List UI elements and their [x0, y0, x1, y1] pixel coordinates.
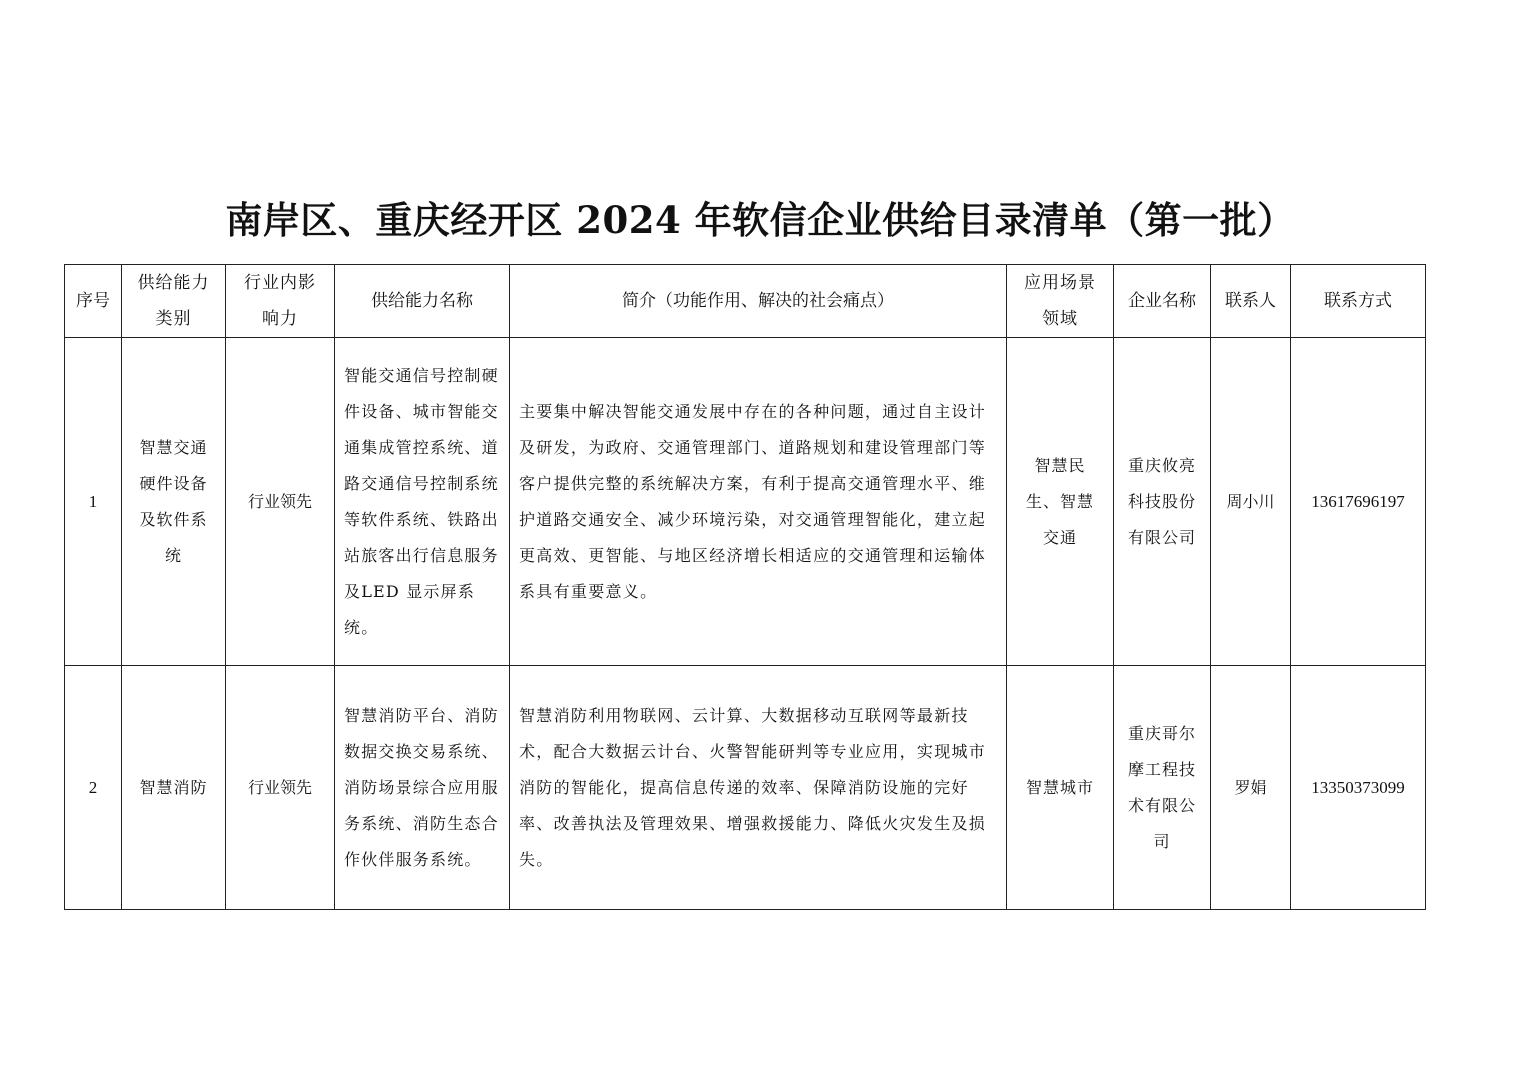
cell-capability: 智能交通信号控制硬件设备、城市智能交通集成管控系统、道路交通信号控制系统等软件系统、铁路出站旅客出行信息服务及LED 显示屏系统。 [335, 338, 510, 666]
header-scenario: 应用场景领域 [1007, 265, 1114, 338]
document-title: 南岸区、重庆经开区 2024 年软信企业供给目录清单（第一批） [225, 198, 1295, 242]
cell-scenario: 智慧城市 [1007, 666, 1114, 910]
cell-category: 智慧消防 [122, 666, 226, 910]
cell-scenario: 智慧民生、智慧交通 [1007, 338, 1114, 666]
cell-intro: 智慧消防利用物联网、云计算、大数据移动互联网等最新技术，配合大数据云计台、火警智能研判等专业应用，实现城市消防的智能化，提高信息传递的效率、保障消防设施的完好率、改善执法及管理效果、增强救援能力、降低火灾发生及损失。 [510, 666, 1007, 910]
cell-company: 重庆攸亮科技股份有限公司 [1114, 338, 1211, 666]
table-row [65, 666, 1426, 910]
cell-category: 智慧交通硬件设备及软件系统 [122, 338, 226, 666]
cell-phone: 13350373099 [1291, 666, 1426, 910]
header-capability: 供给能力名称 [335, 265, 510, 338]
cell-contact: 罗娟 [1211, 666, 1291, 910]
cell-contact: 周小川 [1211, 338, 1291, 666]
supply-catalog-table [64, 264, 1426, 910]
cell-phone: 13617696197 [1291, 338, 1426, 666]
cell-company: 重庆哥尔摩工程技术有限公司 [1114, 666, 1211, 910]
cell-capability: 智慧消防平台、消防数据交换交易系统、消防场景综合应用服务系统、消防生态合作伙伴服务系统。 [335, 666, 510, 910]
header-intro: 简介（功能作用、解决的社会痛点） [510, 265, 1007, 338]
header-row [65, 265, 1426, 338]
header-company: 企业名称 [1114, 265, 1211, 338]
header-influence: 行业内影响力 [226, 265, 335, 338]
table-header [65, 265, 1426, 338]
header-category: 供给能力类别 [122, 265, 226, 338]
table-row [65, 338, 1426, 666]
cell-intro: 主要集中解决智能交通发展中存在的各种问题，通过自主设计及研发，为政府、交通管理部门、道路规划和建设管理部门等客户提供完整的系统解决方案，有利于提高交通管理水平、维护道路交通安全、减少环境污染，对交通管理智能化，建立起更高效、更智能、与地区经济增长相适应的交通管理和运输体系具有重要意义。 [510, 338, 1007, 666]
cell-index: 2 [65, 666, 122, 910]
header-index: 序号 [65, 265, 122, 338]
cell-influence: 行业领先 [226, 666, 335, 910]
header-phone: 联系方式 [1291, 265, 1426, 338]
header-contact: 联系人 [1211, 265, 1291, 338]
cell-influence: 行业领先 [226, 338, 335, 666]
cell-index: 1 [65, 338, 122, 666]
